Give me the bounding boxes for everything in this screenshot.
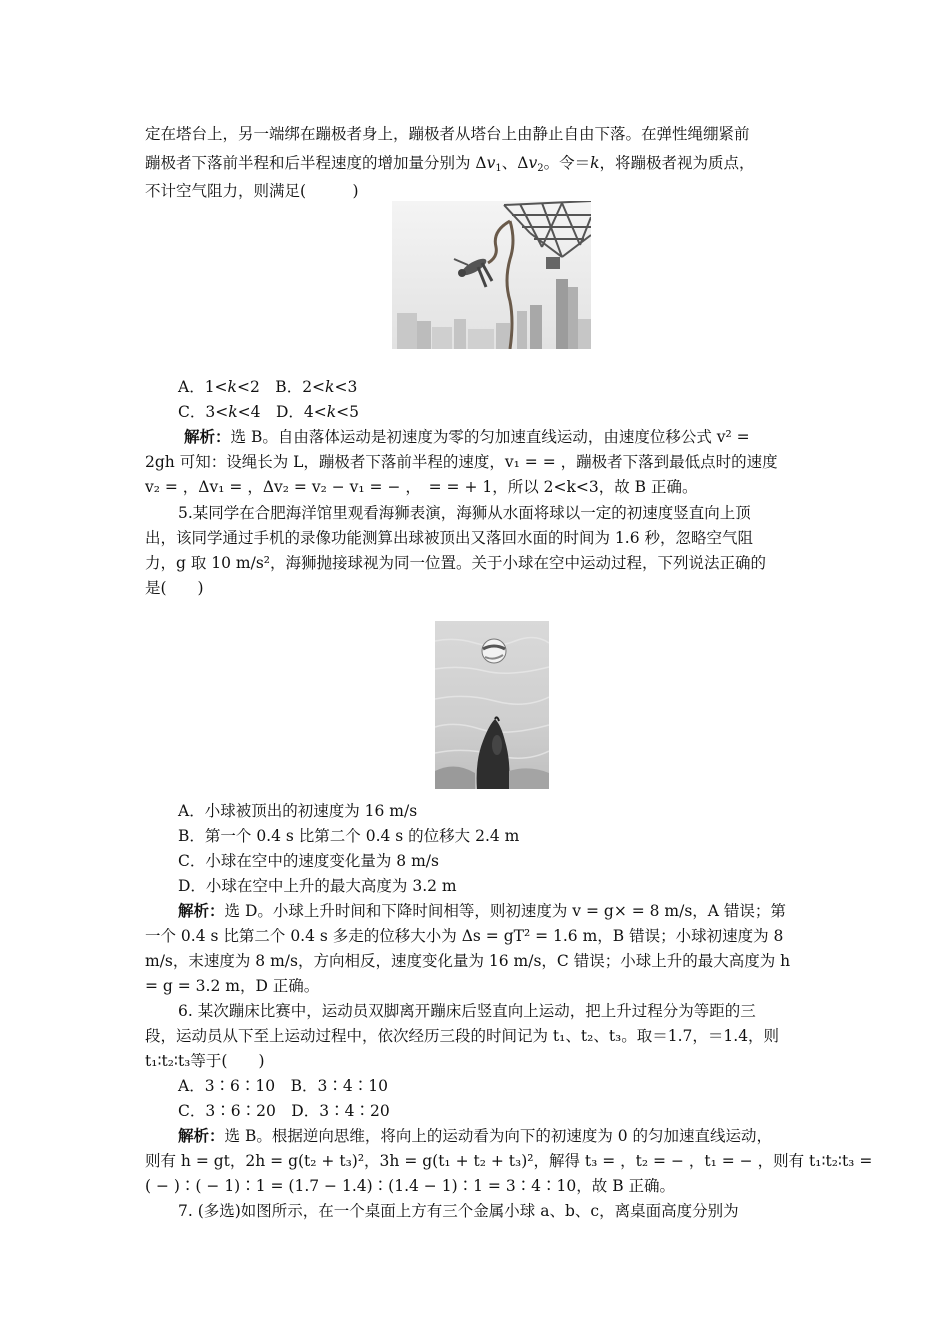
p6-solution-line2: 则有 h = gt，2h = g(t₂ + t₃)²，3h = g(t₁ + t₂ + t₃)²，解得 t₃ = ，t₂ = − ，t₁ = − ，则有 t₁∶t₂∶t₃ =	[145, 1152, 873, 1170]
p4-options-cd: C．3<k<4 D．4<k<5	[178, 403, 360, 421]
p5-line4: 是( )	[145, 579, 204, 597]
p6-line2: 段，运动员从下至上运动过程中，依次经历三段的时间记为 t₁、t₂、t₃。取＝1.7，＝1.4，则	[145, 1027, 780, 1045]
p4-solution-line1: 解析：选 B。自由落体运动是初速度为零的匀加速直线运动，由速度位移公式 v² =	[184, 427, 750, 446]
sea-lion-photo	[435, 621, 549, 789]
p6-options-cd: C．3∶6∶20 D．3∶4∶20	[178, 1102, 390, 1120]
p6-line1: 6. 某次蹦床比赛中，运动员双脚离开蹦床后竖直向上运动，把上升过程分为等距的三	[178, 1002, 756, 1020]
p5-line2: 出，该同学通过手机的录像功能测算出球被顶出又落回水面的时间为 1.6 秒，忽略空气阻	[145, 529, 754, 547]
p6-solution-line1: 解析：选 B。根据逆向思维，将向上的运动看为向下的初速度为 0 的匀加速直线运动，	[178, 1126, 773, 1145]
p6-solution-line3: ( − )∶( − 1)∶1 = (1.7 − 1.4)∶(1.4 − 1)∶1 = 3∶4∶10，故 B 正确。	[145, 1177, 676, 1195]
p4-line2: 蹦极者下落前半程和后半程速度的增加量分别为 $\Delta v_1$、$\Delta v_2$。令＝k，将蹦极者视为质点，	[145, 154, 755, 174]
p5-option-b: B．第一个 0.4 s 比第二个 0.4 s 的位移大 2.4 m	[178, 827, 520, 845]
p4-options-ab: A．1<k<2 B．2<k<3	[178, 378, 358, 396]
p5-line1: 5.某同学在合肥海洋馆里观看海狮表演，海狮从水面将球以一定的初速度竖直向上顶	[178, 504, 751, 522]
p5-option-c: C．小球在空中的速度变化量为 8 m/s	[178, 852, 439, 870]
p5-line3: 力，g 取 10 m/s²，海狮抛接球视为同一位置。关于小球在空中运动过程，下列说法正确的	[145, 554, 767, 572]
p6-options-ab: A．3∶6∶10 B．3∶4∶10	[178, 1077, 388, 1095]
p5-solution-line3: m/s，末速度为 8 m/s，方向相反，速度变化量为 16 m/s，C 错误；小球上升的最大高度为 h	[145, 952, 791, 970]
p4-line3: 不计空气阻力，则满足( )	[145, 182, 359, 200]
p7-line1: 7. (多选)如图所示，在一个桌面上方有三个金属小球 a、b、c，离桌面高度分别为	[178, 1202, 739, 1220]
p4-solution-line3: v₂ = ，Δv₁ = ，Δv₂ = v₂ − v₁ = − ， = = + 1，所以 2<k<3，故 B 正确。	[145, 478, 698, 496]
p5-solution-line2: 一个 0.4 s 比第二个 0.4 s 多走的位移大小为 Δs = gT² = 1.6 m，B 错误；小球初速度为 8	[145, 927, 784, 945]
p4-solution-line2: 2gh 可知：设绳长为 L，蹦极者下落前半程的速度，v₁ = = ，蹦极者下落到最低点时的速度	[145, 453, 778, 471]
bungee-photo	[392, 201, 591, 349]
p4-line1: 定在塔台上，另一端绑在蹦极者身上，蹦极者从塔台上由静止自由下落。在弹性绳绷紧前	[145, 125, 750, 143]
p5-solution-line1: 解析：选 D。小球上升时间和下降时间相等，则初速度为 v = g× = 8 m/s，A 错误；第	[178, 901, 786, 920]
p6-line3: t₁∶t₂∶t₃等于( )	[145, 1052, 265, 1070]
p5-solution-line4: = g = 3.2 m，D 正确。	[145, 977, 320, 995]
p5-option-d: D．小球在空中上升的最大高度为 3.2 m	[178, 877, 457, 895]
p5-option-a: A．小球被顶出的初速度为 16 m/s	[178, 802, 418, 820]
